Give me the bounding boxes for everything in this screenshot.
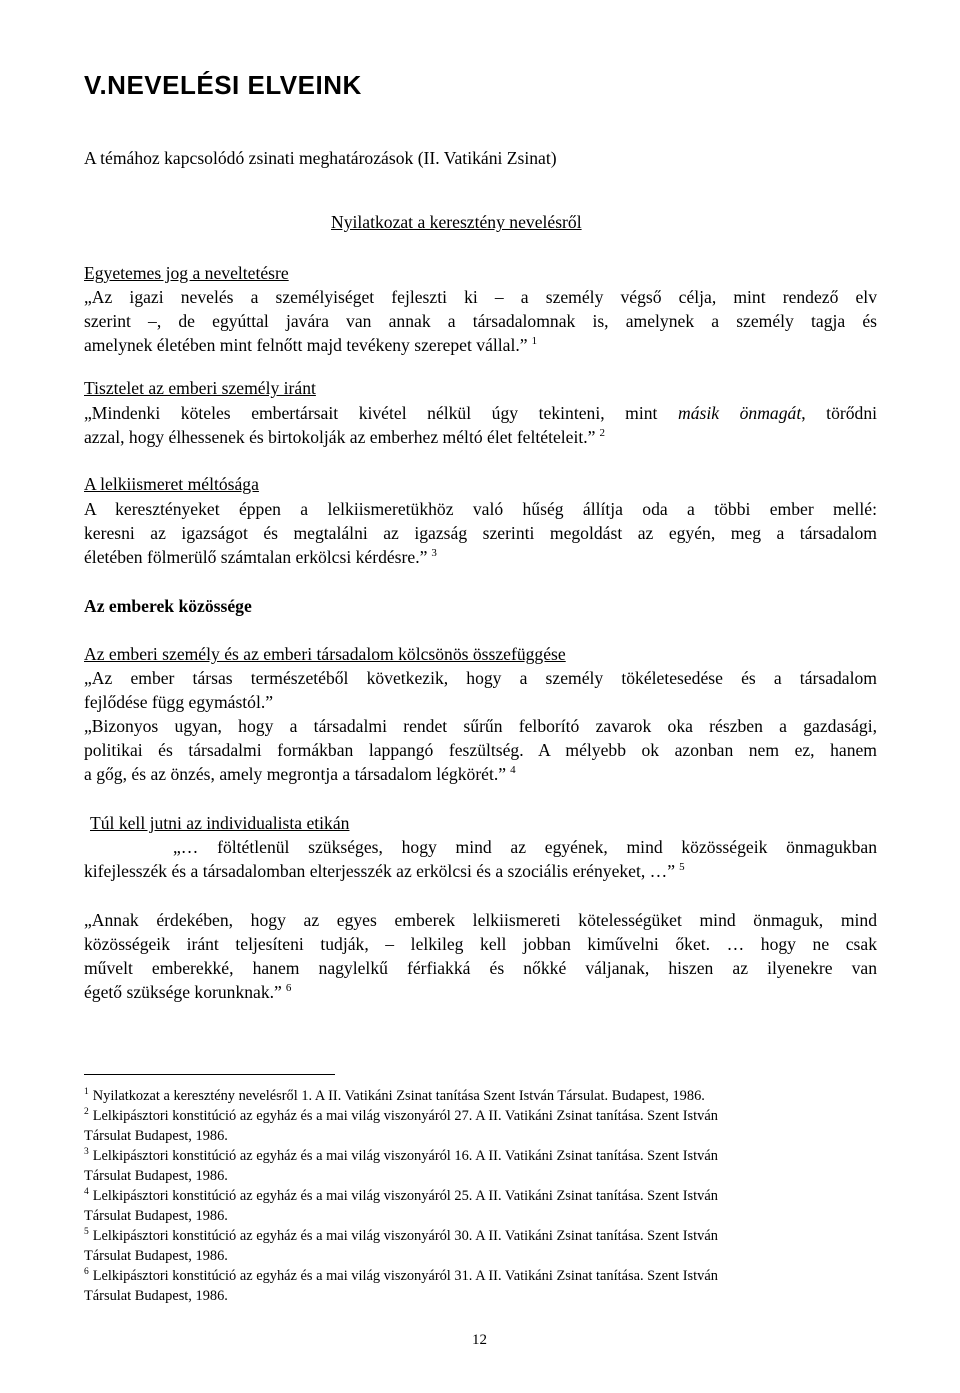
footnote-ref: 6 (285, 982, 292, 995)
page-number: 12 (472, 1332, 487, 1348)
footnote-2: $^2$ Lelkipásztori konstitúció az egyház és a mai világ viszonyáról 27. A II. Vatikáni Zsinat tanítása. Szent István (84, 1107, 718, 1124)
paragraph-line: „Annak érdekében, hogy az egyes emberek lelkiismereti kötelességüket mind önmaguk, mind (84, 910, 877, 930)
paragraph-line: közösségeik iránt teljesíteni tudják, – lelkileg kell jobban kiművelni őket. … hogy ne csak (84, 934, 877, 954)
footnote-5: $^5$ Lelkipásztori konstitúció az egyház és a mai világ viszonyáról 30. A II. Vatikáni Zsinat tanítása. Szent István (84, 1227, 718, 1244)
intro-line: A témához kapcsolódó zsinati meghatározások (II. Vatikáni Zsinat) (84, 148, 557, 168)
footnote-4: $^4$ Lelkipásztori konstitúció az egyház és a mai világ viszonyáról 25. A II. Vatikáni Zsinat tanítása. Szent István (84, 1187, 718, 1204)
footnote-ref: 2 (599, 427, 605, 440)
paragraph-line: politikai és társadalmi formákban lappangó feszültség. A mélyebb ok azonban nem ez, hanem (84, 740, 877, 760)
paragraph-line: „Az igazi nevelés a személyiséget fejleszti ki – a személy végső célja, mint rendező elv (84, 287, 877, 307)
paragraph-line: amelynek életében mint felnőtt majd tevékeny szerepet vállal.” $^1$ (84, 335, 538, 355)
paragraph-line: „Bizonyos ugyan, hogy a társadalmi rendet sűrűn felborító zavarok oka részben a gazdasági, (84, 716, 877, 736)
footnote-ref: 1 (531, 335, 538, 348)
paragraph-line: „… föltétlenül szükséges, hogy mind az egyének, mind közösségeik önmagukban (173, 837, 877, 857)
section-title-respect-for-person: Tisztelet az emberi személy iránt (84, 378, 316, 398)
footnote-3: $^3$ Lelkipásztori konstitúció az egyház és a mai világ viszonyáról 16. A II. Vatikáni Zsinat tanítása. Szent István (84, 1147, 718, 1164)
footnote-ref: 4 (510, 764, 516, 777)
paragraph-line: a gőg, és az önzés, amely megrontja a társadalom légkörét.” $^4$ (84, 764, 516, 784)
footnote-ref: 5 (679, 861, 685, 874)
footnote-5-cont: Társulat Budapest, 1986. (84, 1248, 228, 1264)
italic-phrase: másik önmagát (678, 403, 802, 423)
paragraph-line: keresni az igazságot és megtalálni az igazság szerinti megoldást az egyén, meg a társadalom (84, 523, 877, 543)
section-title-right-to-education: Egyetemes jog a neveltetésre (84, 263, 289, 283)
section-title-dignity-of-conscience: A lelkiismeret méltósága (84, 474, 259, 494)
paragraph-line: szerint –, de egyúttal javára van annak a társadalomnak is, amelynek a személy tagja és (84, 311, 877, 331)
section-title-beyond-individualist-ethics: Túl kell jutni az individualista etikán (90, 813, 350, 833)
footnote-2-cont: Társulat Budapest, 1986. (84, 1128, 228, 1144)
footnote-3-cont: Társulat Budapest, 1986. (84, 1168, 228, 1184)
paragraph-line: azzal, hogy élhessenek és birtokolják az emberhez méltó élet feltételeit.” $^2$ (84, 427, 605, 447)
paragraph-line: művelt emberekké, hanem nagylelkű férfiakká és nőkké váljanak, hiszen az ilyenekre van (84, 958, 877, 978)
section-title-person-and-society: Az emberi személy és az emberi társadalom kölcsönös összefüggése (84, 644, 566, 664)
paragraph-line: „Az ember társas természetéből következik, hogy a személy tökéletesedése és a társadalom (84, 668, 877, 688)
footnote-6: $^6$ Lelkipásztori konstitúció az egyház és a mai világ viszonyáról 31. A II. Vatikáni Zsinat tanítása. Szent István (84, 1267, 718, 1284)
paragraph-line: kifejlesszék és a társadalomban elterjesszék az erkölcsi és a szociális erényeket, …” $^5$ (84, 861, 685, 881)
footnote-ref: 3 (431, 547, 437, 560)
chapter-heading: V.NEVELÉSI ELVEINK (84, 70, 362, 100)
footnote-4-cont: Társulat Budapest, 1986. (84, 1208, 228, 1224)
paragraph-line: „Mindenki köteles embertársait kivétel nélkül úgy tekinteni, mint másik önmagát, törődni (84, 403, 878, 423)
community-heading: Az emberek közössége (84, 596, 252, 616)
footnote-1: $^1$ Nyilatkozat a keresztény nevelésről 1. A II. Vatikáni Zsinat tanítása Szent István Társulat. Budapest, 1986. (84, 1087, 705, 1104)
declaration-title: Nyilatkozat a keresztény nevelésről (331, 212, 582, 232)
footnote-divider (84, 1074, 335, 1075)
paragraph-line: A keresztényeket éppen a lelkiismeretükhöz való hűség állítja oda a többi ember mellé: (84, 499, 877, 519)
footnote-6-cont: Társulat Budapest, 1986. (84, 1288, 228, 1304)
paragraph-line: életében fölmerülő számtalan erkölcsi kérdésre.” $^3$ (84, 547, 437, 567)
paragraph-line: fejlődése függ egymástól.” (84, 692, 274, 712)
paragraph-line: égető szüksége korunknak.” $^6$ (84, 982, 292, 1002)
